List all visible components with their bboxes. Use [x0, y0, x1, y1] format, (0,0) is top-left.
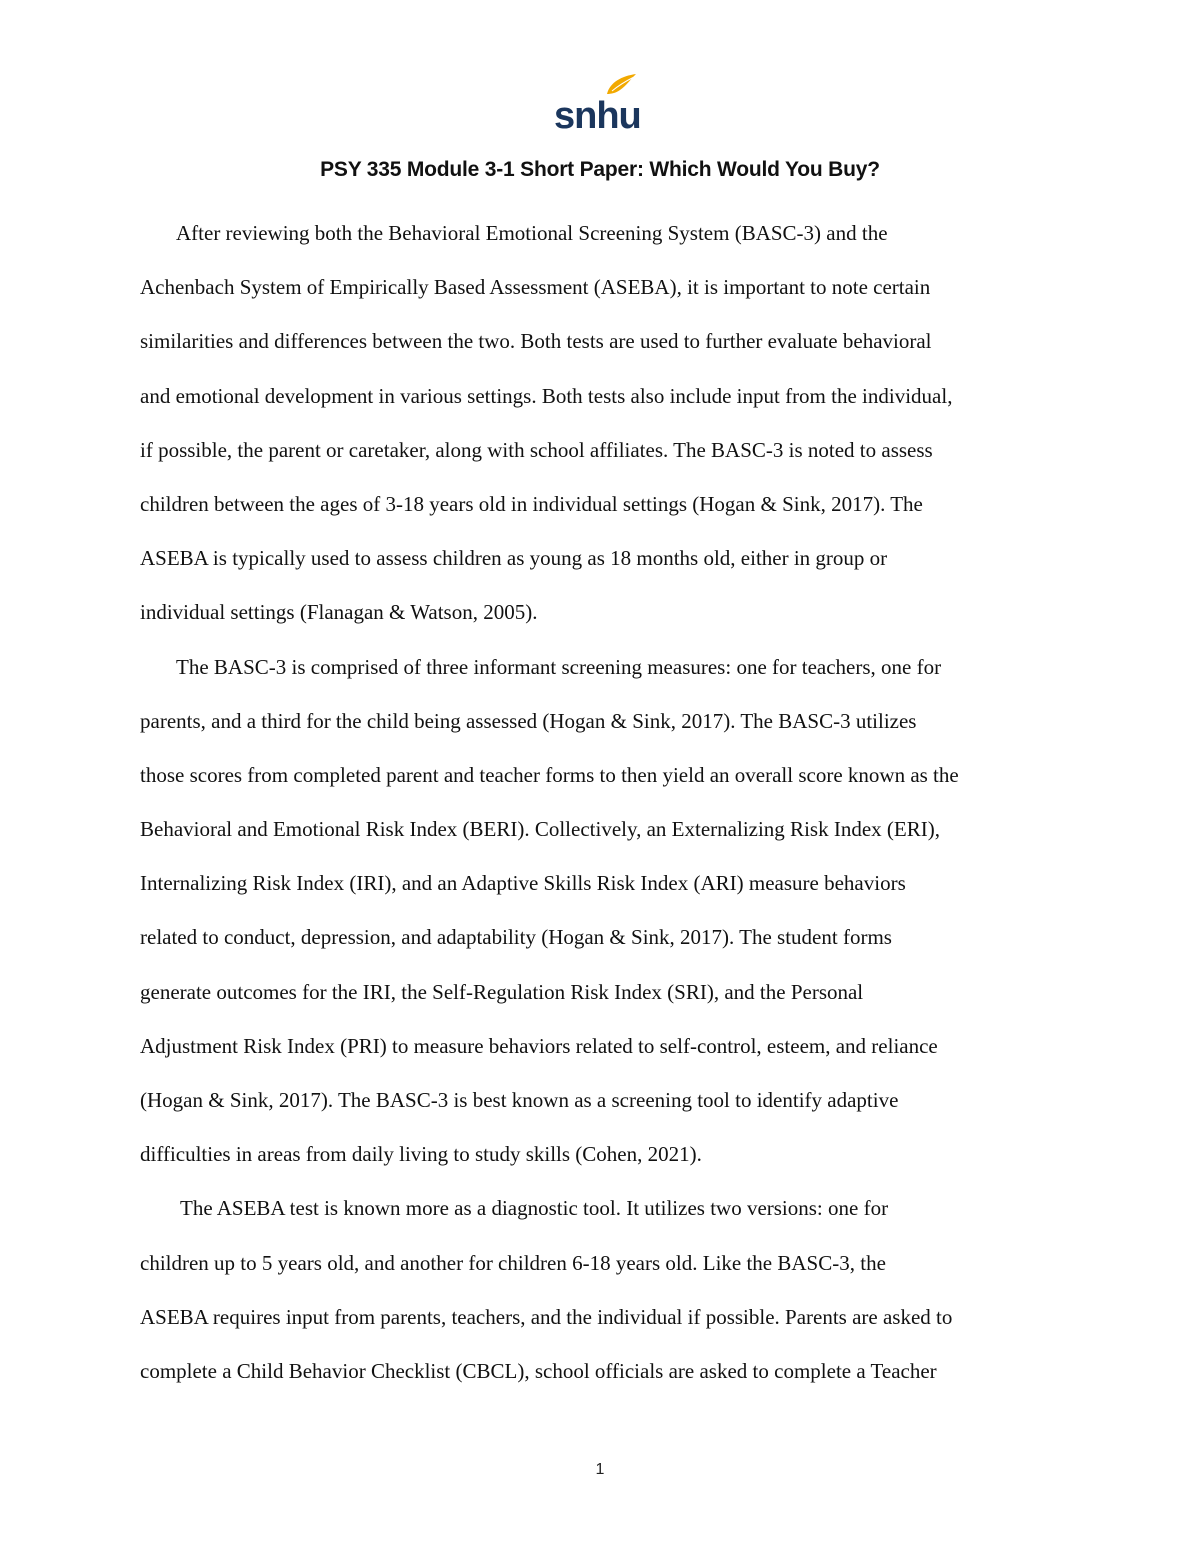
paragraph-line: Behavioral and Emotional Risk Index (BERI). Collectively, an Externalizing Risk Index (ERI),: [140, 817, 940, 842]
paragraph-line: After reviewing both the Behavioral Emotional Screening System (BASC-3) and the: [176, 221, 888, 245]
paragraph-line: generate outcomes for the IRI, the Self-Regulation Risk Index (SRI), and the Personal: [140, 979, 864, 1004]
paragraph-line: Achenbach System of Empirically Based Assessment (ASEBA), it is important to note certain: [140, 275, 931, 300]
document-body: [140, 206, 1070, 1398]
paragraph-line: similarities and differences between the two. Both tests are used to further evaluate behavioral: [140, 329, 932, 354]
paragraph-line: children up to 5 years old, and another for children 6-18 years old. Like the BASC-3, the: [140, 1250, 886, 1275]
paragraph-line: Internalizing Risk Index (IRI), and an Adaptive Skills Risk Index (ARI) measure behaviors: [140, 871, 906, 896]
svg-text:snhu: snhu: [554, 95, 641, 134]
paragraph-line: ASEBA is typically used to assess children as young as 18 months old, either in group or: [140, 546, 888, 571]
snhu-logo: [552, 72, 642, 134]
paragraph-line: if possible, the parent or caretaker, along with school affiliates. The BASC-3 is noted to assess: [140, 437, 933, 462]
paragraph-line: complete a Child Behavior Checklist (CBCL), school officials are asked to complete a Teacher: [140, 1358, 937, 1383]
paragraph-line: (Hogan & Sink, 2017). The BASC-3 is best known as a screening tool to identify adaptive: [140, 1088, 899, 1112]
paragraph-line: children between the ages of 3-18 years old in individual settings (Hogan & Sink, 2017). The: [140, 491, 923, 516]
paragraph-line: and emotional development in various settings. Both tests also include input from the individual,: [140, 383, 953, 408]
paragraph-line: individual settings (Flanagan & Watson, 2005).: [140, 600, 538, 625]
paragraph-line: parents, and a third for the child being assessed (Hogan & Sink, 2017). The BASC-3 utilizes: [140, 708, 917, 733]
paragraph-line: difficulties in areas from daily living to study skills (Cohen, 2021).: [140, 1142, 702, 1167]
paragraph-line: The BASC-3 is comprised of three informant screening measures: one for teachers, one for: [176, 654, 942, 679]
snhu-logo-graphic: [552, 72, 642, 134]
document-title: PSY 335 Module 3-1 Short Paper: Which Would You Buy?: [320, 158, 880, 181]
paragraph-line: Adjustment Risk Index (PRI) to measure behaviors related to self-control, esteem, and reliance: [140, 1033, 938, 1058]
paragraph-line: The ASEBA test is known more as a diagnostic tool. It utilizes two versions: one for: [180, 1196, 889, 1221]
paragraph-line: related to conduct, depression, and adaptability (Hogan & Sink, 2017). The student forms: [140, 925, 892, 950]
paragraph-line: those scores from completed parent and teacher forms to then yield an overall score known as the: [140, 762, 959, 787]
paragraph-line: ASEBA requires input from parents, teachers, and the individual if possible. Parents are asked to: [140, 1304, 953, 1329]
page-number: 1: [595, 1461, 605, 1478]
